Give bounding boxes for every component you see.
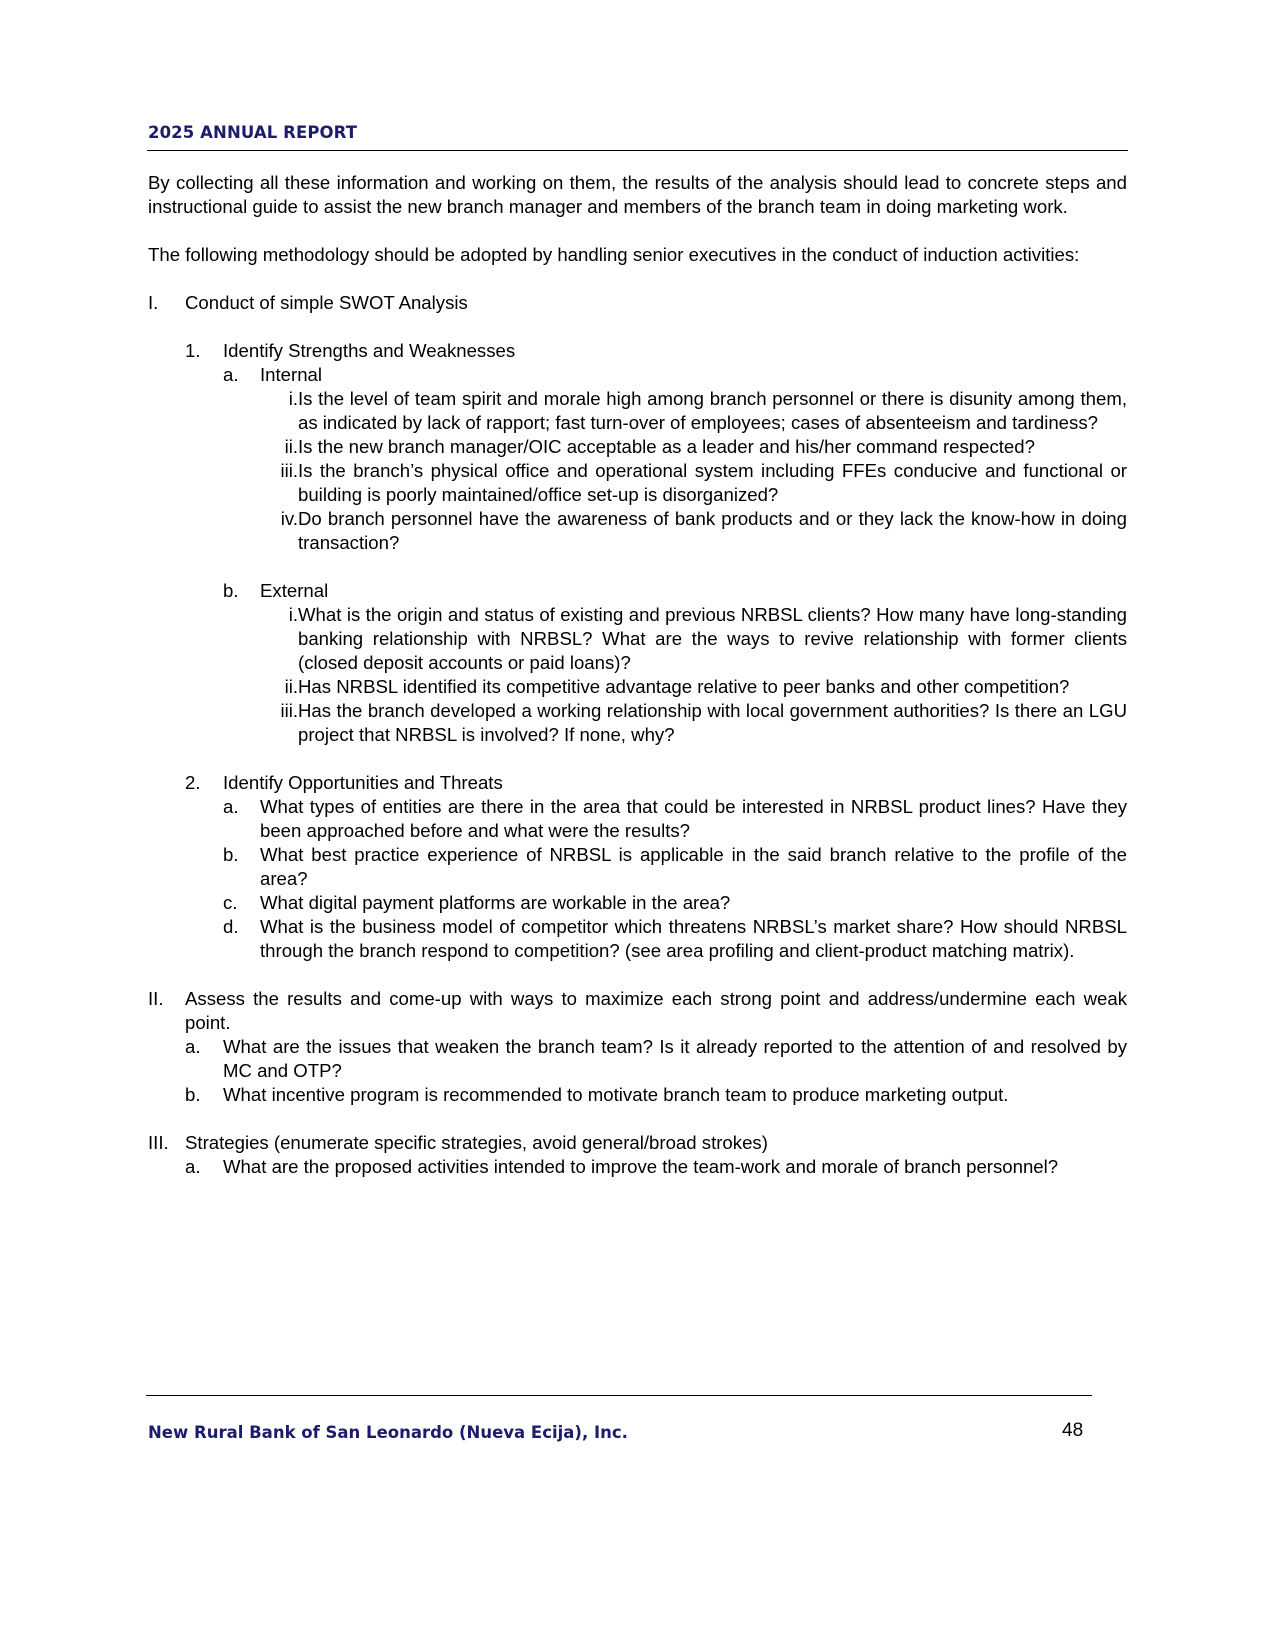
item-text: What types of entities are there in the area that could be interested in NRBSL product lines? Have they been approached before and what were the results? (260, 796, 1127, 841)
list-item (185, 1083, 1127, 1107)
item-marker: iii. (280, 460, 298, 481)
section-marker: II. (148, 988, 164, 1009)
item-marker: b. (223, 580, 239, 601)
item-marker: iii. (280, 700, 298, 721)
section-title: Assess the results and come-up with ways to maximize each strong point and address/undermine each weak point. (185, 988, 1127, 1033)
item-marker: ii. (284, 676, 298, 697)
item-marker: i. (288, 388, 298, 409)
item-marker: b. (185, 1084, 201, 1105)
item-marker: ii. (284, 436, 298, 457)
item-text: Has NRBSL identified its competitive advantage relative to peer banks and other competition? (298, 676, 1070, 697)
list-item (185, 1155, 1127, 1179)
item-marker: 1. (185, 340, 201, 361)
item-text: Do branch personnel have the awareness of bank products and or they lack the know-how in doing transaction? (298, 508, 1127, 553)
item-text: What are the issues that weaken the branch team? Is it already reported to the attention of and resolved by MC and OTP? (223, 1036, 1127, 1081)
document-body (148, 171, 1127, 1179)
item-text: Has the branch developed a working relationship with local government authorities? Is there an LGU project that NRBSL is involved? If none, why? (298, 700, 1127, 745)
list-item (260, 435, 1127, 459)
item-text: External (260, 580, 329, 601)
item-text: Is the new branch manager/OIC acceptable as a leader and his/her command respected? (298, 436, 1035, 457)
list-item (223, 579, 1127, 603)
item-marker: 2. (185, 772, 201, 793)
item-text: What is the origin and status of existing and previous NRBSL clients? How many have long-standing banking relationship with NRBSL? What are the ways to revive relationship with former clients (closed deposit accounts or paid loans)? (298, 604, 1127, 673)
item-marker: a. (185, 1156, 201, 1177)
item-marker: c. (223, 892, 238, 913)
header-divider (147, 150, 1128, 151)
section-heading (148, 291, 1127, 315)
methodology-paragraph: The following methodology should be adopted by handling senior executives in the conduct of induction activities: (148, 244, 1080, 265)
section-heading (148, 1131, 1127, 1155)
list-item (185, 339, 1127, 363)
list-item (185, 771, 1127, 795)
list-item (223, 795, 1127, 843)
list-item (260, 459, 1127, 507)
item-marker: a. (223, 796, 239, 817)
item-marker: b. (223, 844, 239, 865)
list-item (260, 675, 1127, 699)
item-text: What incentive program is recommended to motivate branch team to produce marketing output. (223, 1084, 1009, 1105)
list-item (223, 363, 1127, 387)
item-text: Internal (260, 364, 323, 385)
item-text: What digital payment platforms are workable in the area? (260, 892, 731, 913)
section-marker: III. (148, 1132, 169, 1153)
list-item (223, 843, 1127, 891)
list-item (185, 1035, 1127, 1083)
item-text: Is the branch’s physical office and operational system including FFEs conducive and functional or building is poorly maintained/office set-up is disorganized? (298, 460, 1127, 505)
list-item (223, 891, 1127, 915)
item-text: Identify Strengths and Weaknesses (223, 340, 516, 361)
section-title: Conduct of simple SWOT Analysis (185, 292, 468, 313)
list-item (260, 507, 1127, 555)
list-item (260, 387, 1127, 435)
footer-bank-name: New Rural Bank of San Leonardo (Nueva Ecija), Inc. (148, 1423, 628, 1442)
report-header-title: 2025 ANNUAL REPORT (148, 123, 358, 142)
item-text: Is the level of team spirit and morale high among branch personnel or there is disunity among them, as indicated by lack of rapport; fast turn-over of employees; cases of absenteeism and tardiness? (298, 388, 1127, 433)
list-item (260, 603, 1127, 675)
item-marker: d. (223, 916, 239, 937)
item-marker: a. (185, 1036, 201, 1057)
item-text: Identify Opportunities and Threats (223, 772, 503, 793)
intro-paragraph: By collecting all these information and working on them, the results of the analysis should lead to concrete steps and instructional guide to assist the new branch manager and members of the branch team in doing marketing work. (148, 172, 1127, 217)
list-item (260, 699, 1127, 747)
item-marker: i. (288, 604, 298, 625)
section-title: Strategies (enumerate specific strategies, avoid general/broad strokes) (185, 1132, 768, 1153)
item-text: What is the business model of competitor which threatens NRBSL’s market share? How should NRBSL through the branch respond to competition? (see area profiling and client-product matching matrix). (260, 916, 1127, 961)
section-marker: I. (148, 292, 159, 313)
item-text: What best practice experience of NRBSL is applicable in the said branch relative to the profile of the area? (260, 844, 1127, 889)
list-item (223, 915, 1127, 963)
item-text: What are the proposed activities intended to improve the team-work and morale of branch personnel? (223, 1156, 1059, 1177)
item-marker: iv. (280, 508, 298, 529)
page-number: 48 (1062, 1420, 1084, 1441)
footer-divider (146, 1395, 1092, 1396)
item-marker: a. (223, 364, 239, 385)
section-heading (148, 987, 1127, 1035)
